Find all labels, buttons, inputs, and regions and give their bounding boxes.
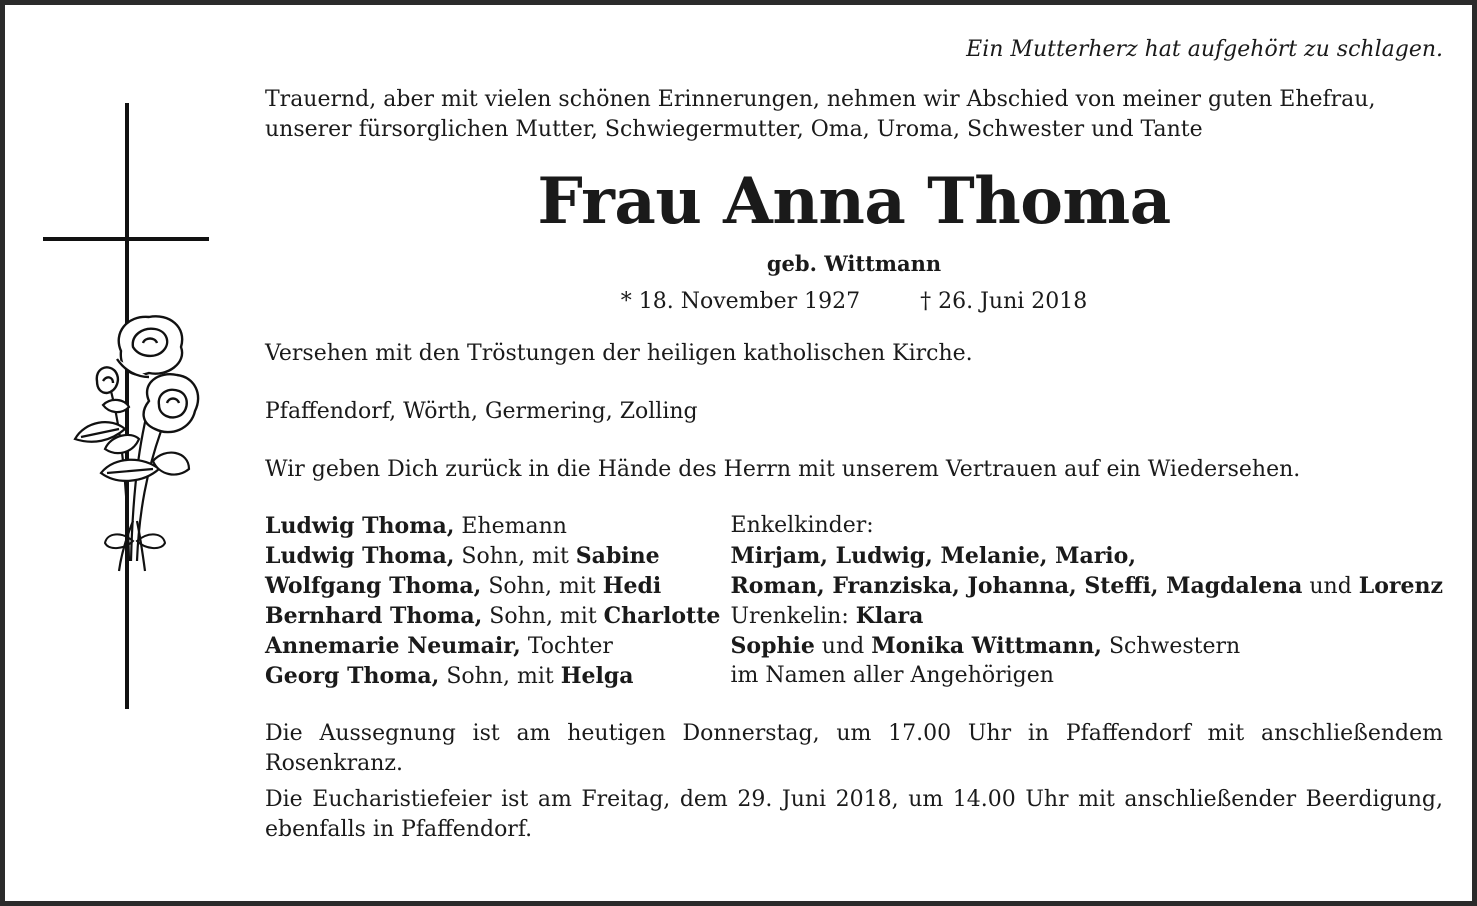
cross-with-roses-icon [41,101,211,713]
family-member: Ludwig Thoma, Ehemann [265,513,567,539]
family-member: Bernhard Thoma, Sohn, mit Charlotte [265,603,721,629]
grandchildren-line: Roman, Franziska, Johanna, Steffi, Magdalena und Lorenz [730,573,1443,599]
family-member: Ludwig Thoma, Sohn, mit Sabine [265,543,660,569]
closing-line: im Namen aller Angehörigen [730,663,1054,688]
deceased-name: Frau Anna Thoma [537,164,1171,239]
blessing-text: Die Aussegnung ist am heutigen Donnerstag, um 17.00 Uhr in Pfaffendorf mit anschließendem Rosenkranz. [265,721,1443,776]
family-member: Georg Thoma, Sohn, mit Helga [265,663,634,689]
death-date: † 26. Juni 2018 [920,289,1088,314]
intro-text: Trauernd, aber mit vielen schönen Erinnerungen, nehmen wir Abschied von meiner guten Ehefrau, unserer fürsorglichen Mutter, Schwiegermutter, Oma, Uroma, Schwester und Tante [265,87,1376,142]
family-column-right [731,511,1443,691]
motto-text: Ein Mutterherz hat aufgehört zu schlagen. [966,37,1443,62]
family-member: Annemarie Neumair, Tochter [265,633,613,659]
obituary-content [265,35,1443,845]
mass-text: Die Eucharistiefeier ist am Freitag, dem 29. Juni 2018, um 14.00 Uhr mit anschließender Beerdigung, ebenfalls in Pfaffendorf. [265,787,1443,842]
family-list [265,511,1443,691]
places-text: Pfaffendorf, Wörth, Germering, Zolling [265,399,698,424]
rites-text: Versehen mit den Tröstungen der heiligen katholischen Kirche. [265,341,973,366]
birth-date: * 18. November 1927 [620,289,861,314]
family-member: Wolfgang Thoma, Sohn, mit Hedi [265,573,662,599]
life-dates [265,287,1443,317]
family-column-left [265,511,731,691]
maiden-name: geb. Wittmann [766,251,942,276]
grandchildren-label: Enkelkinder: [730,513,874,538]
great-grandchild-line: Urenkelin: Klara [730,603,924,629]
grandchildren-line: Mirjam, Ludwig, Melanie, Mario, [730,543,1136,569]
verse-text: Wir geben Dich zurück in die Hände des Herrn mit unserem Vertrauen auf ein Wiedersehen. [265,457,1301,482]
sisters-line: Sophie und Monika Wittmann, Schwestern [730,633,1241,659]
